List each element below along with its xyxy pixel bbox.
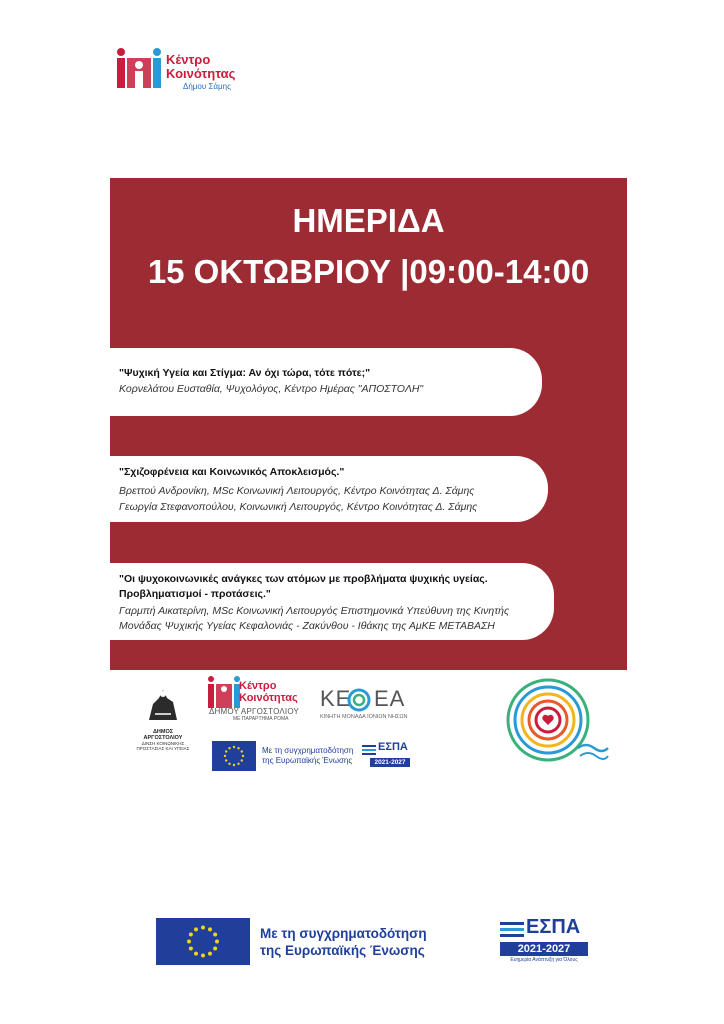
- talk-speaker: Μονάδας Ψυχικής Υγείας Κεφαλονιάς - Ζακύνθου - Ιθάκης της ΑμΚΕ ΜΕΤΑΒΑΣΗ: [119, 620, 495, 632]
- eu-star-icon: [213, 947, 217, 951]
- argostoli-community-center-logo: [207, 676, 317, 724]
- espa-years: 2021-2027: [370, 758, 410, 767]
- event-date-time: 15 ΟΚΤΩΒΡΙΟΥ |09:00-14:00: [147, 253, 590, 290]
- logo-line-3: Δήμου Σάμης: [183, 82, 231, 91]
- espa-years: 2021-2027: [500, 942, 588, 956]
- eu-star-icon: [224, 755, 226, 757]
- logo-line-3: ΔΗΜΟΥ ΑΡΓΟΣΤΟΛΙΟΥ: [209, 707, 300, 716]
- keoea-logo: [320, 686, 424, 720]
- municipality-name-2: ΑΡΓΟΣΤΟΛΙΟΥ: [143, 735, 183, 741]
- talk-title: "Σχιζοφρένεια και Κοινωνικός Αποκλεισμός.": [119, 466, 345, 478]
- municipality-logo: [130, 684, 196, 764]
- eu-star-icon: [241, 750, 243, 752]
- talk-card-2: [110, 456, 548, 522]
- espa-label: ΕΣΠΑ: [378, 741, 408, 753]
- eu-star-icon: [201, 926, 205, 930]
- event-panel: [110, 178, 627, 670]
- eu-flag-icon: [156, 918, 250, 965]
- keoea-ring-icon: [346, 688, 372, 712]
- talk-speaker: Γεωργία Στεφανοπούλου, Κοινωνική Λειτουργός, Κέντρο Κοινότητας Δ. Σάμης: [119, 501, 478, 513]
- eu-star-icon: [201, 954, 205, 958]
- eu-star-icon: [189, 947, 193, 951]
- eu-star-icon: [228, 747, 230, 749]
- eu-star-icon: [237, 747, 239, 749]
- cofunding-text: [260, 925, 427, 959]
- festival-logo-icon: [494, 672, 610, 772]
- espa-bars-icon: [362, 743, 376, 757]
- logo-line-1: Κέντρο: [166, 52, 211, 67]
- logo-line-2: Κοινότητας: [166, 66, 236, 81]
- talk-card-1: [110, 348, 542, 416]
- talk-speaker: Γαρμπή Αικατερίνη, MSc Κοινωνική Λειτουργός Επιστημονικά Υπεύθυνη της Κινητής: [119, 605, 510, 617]
- eu-star-icon: [233, 746, 235, 748]
- cofund-line-1: Με τη συγχρηματοδότηση: [260, 926, 427, 941]
- talk-title-cont: Προβληματισμοί - προτάσεις.": [119, 588, 271, 600]
- event-title: ΗΜΕΡΙΔΑ: [292, 202, 445, 239]
- eu-star-icon: [208, 927, 212, 931]
- municipality-dept-1: ΔΙΝΣΗ ΚΟΙΝΩΝΙΚΗΣ: [141, 741, 185, 746]
- eu-star-icon: [228, 763, 230, 765]
- keoea-text-left: ΚΕ: [320, 686, 352, 711]
- espa-bars-icon: [500, 920, 524, 938]
- talk-title: "Ψυχική Υγεία και Στίγμα: Αν όχι τώρα, τότε πότε;": [119, 367, 371, 379]
- eu-star-icon: [225, 759, 227, 761]
- eu-star-icon: [225, 750, 227, 752]
- eu-star-icon: [194, 952, 198, 956]
- keoea-subtitle: ΚΙΝΗΤΗ ΜΟΝΑΔΑ ΙΟΝΙΩΝ ΝΗΣΩΝ: [320, 714, 408, 720]
- talk-card-3: [110, 563, 554, 640]
- eu-flag-icon: [212, 741, 256, 771]
- municipality-emblem-icon: [143, 684, 183, 724]
- municipality-dept-2: ΠΡΟΣΤΑΣΙΑΣ ΚΑΙ ΥΓΕΙΑΣ: [136, 746, 190, 751]
- cofunding-banner-small: [212, 741, 412, 771]
- cofund-line-1: Με τη συγχρηματοδότηση: [262, 746, 354, 755]
- municipality-name-1: ΔΗΜΟΣ: [152, 729, 174, 735]
- espa-slogan: Ευημερία Ανάπτυξη για Όλους: [510, 957, 578, 963]
- logo-line-2: Κοινότητας: [239, 692, 298, 704]
- cofund-line-2: της Ευρωπαϊκής Ένωσης: [260, 943, 425, 958]
- eu-star-icon: [237, 763, 239, 765]
- espa-label: ΕΣΠΑ: [526, 916, 581, 938]
- talk-speaker: Βρεττού Ανδρονίκη, MSc Κοινωνική Λειτουργός, Κέντρο Κοινότητας Δ. Σάμης: [119, 485, 475, 497]
- eu-star-icon: [189, 933, 193, 937]
- talk-speaker: Κορνελάτου Ευσταθία, Ψυχολόγος, Κέντρο Ημέρας "ΑΠΟΣΤΟΛΗ": [119, 383, 424, 395]
- eu-star-icon: [194, 927, 198, 931]
- eu-star-icon: [215, 940, 219, 944]
- eu-star-icon: [213, 933, 217, 937]
- community-center-logo: [115, 47, 255, 95]
- keoea-text-right: ΕΑ: [374, 686, 406, 711]
- cofund-line-2: της Ευρωπαϊκής Ένωσης: [262, 756, 353, 765]
- logo-line-1: Κέντρο: [239, 680, 277, 692]
- eu-star-icon: [233, 764, 235, 766]
- logo-line-4: ΜΕ ΠΑΡΑΡΤΗΜΑ ΡΟΜΑ: [233, 716, 289, 722]
- eu-star-icon: [187, 940, 191, 944]
- espa-logo-small: [362, 741, 412, 771]
- eu-star-icon: [208, 952, 212, 956]
- eu-star-icon: [242, 755, 244, 757]
- talk-title: "Οι ψυχοκοινωνικές ανάγκες των ατόμων με προβλήματα ψυχικής υγείας.: [119, 573, 488, 585]
- community-center-logo-icon: [115, 47, 165, 91]
- eu-star-icon: [241, 759, 243, 761]
- espa-logo: [496, 916, 592, 966]
